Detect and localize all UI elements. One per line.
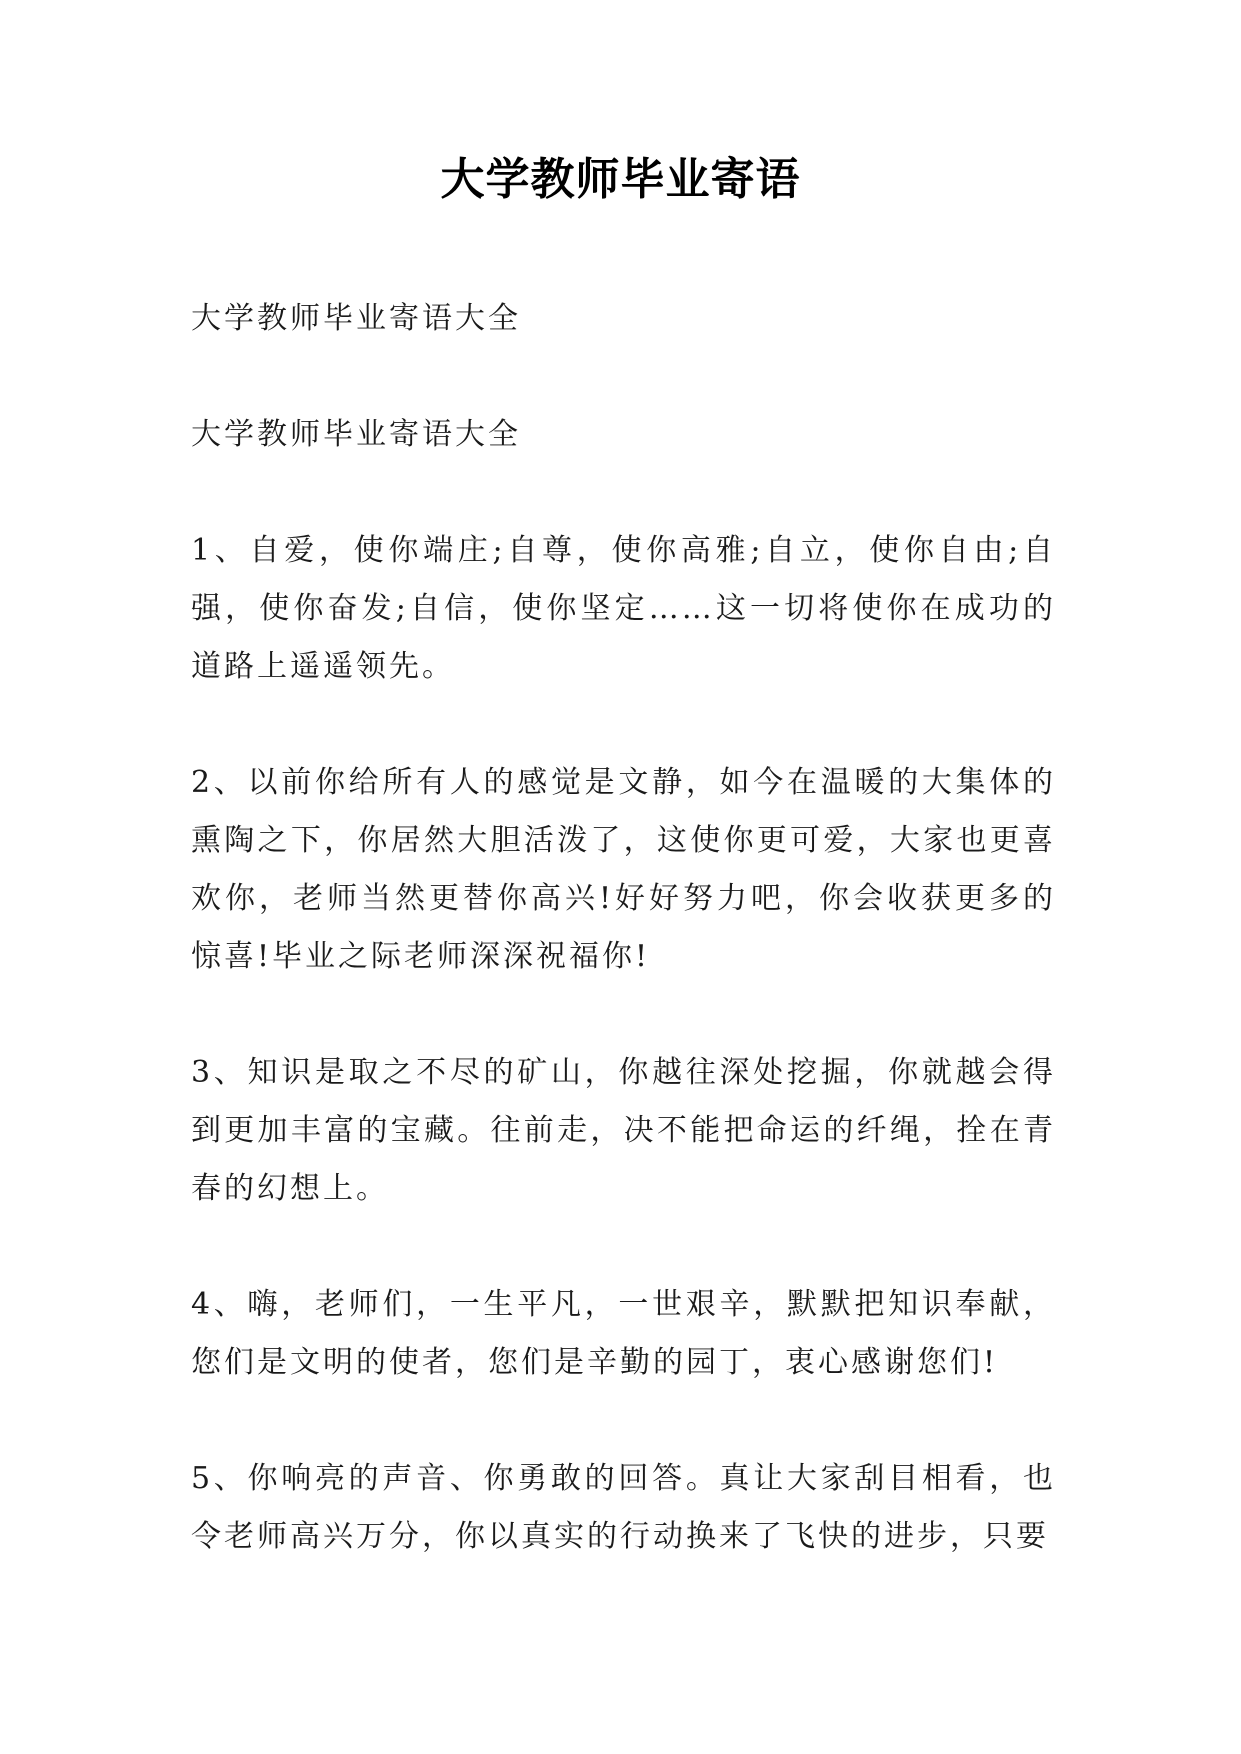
- document-title: 大学教师毕业寄语: [440, 154, 801, 205]
- document-body: [191, 290, 1056, 1624]
- paragraph-item-1: 1、自爱，使你端庄;自尊，使你高雅;自立，使你自由;自强，使你奋发;自信，使你坚定……这一切将使你在成功的道路上遥遥领先。: [191, 533, 1056, 684]
- paragraph-subtitle: 大学教师毕业寄语大全: [191, 301, 521, 336]
- paragraph-item-4: 4、嗨，老师们，一生平凡，一世艰辛，默默把知识奉献，您们是文明的使者，您们是辛勤的园丁，衷心感谢您们!: [191, 1287, 1056, 1380]
- paragraph-item-3: 3、知识是取之不尽的矿山，你越往深处挖掘，你就越会得到更加丰富的宝藏。往前走，决不能把命运的纤绳，拴在青春的幻想上。: [191, 1055, 1056, 1206]
- paragraph-subtitle-repeat: 大学教师毕业寄语大全: [191, 417, 521, 452]
- paragraph-item-5: 5、你响亮的声音、你勇敢的回答。真让大家刮目相看，也令老师高兴万分，你以真实的行动换来了飞快的进步，只要: [191, 1461, 1056, 1554]
- paragraph-item-2: 2、以前你给所有人的感觉是文静，如今在温暖的大集体的熏陶之下，你居然大胆活泼了，这使你更可爱，大家也更喜欢你，老师当然更替你高兴!好好努力吧，你会收获更多的惊喜!毕业之际老师深深祝福你!: [191, 765, 1056, 974]
